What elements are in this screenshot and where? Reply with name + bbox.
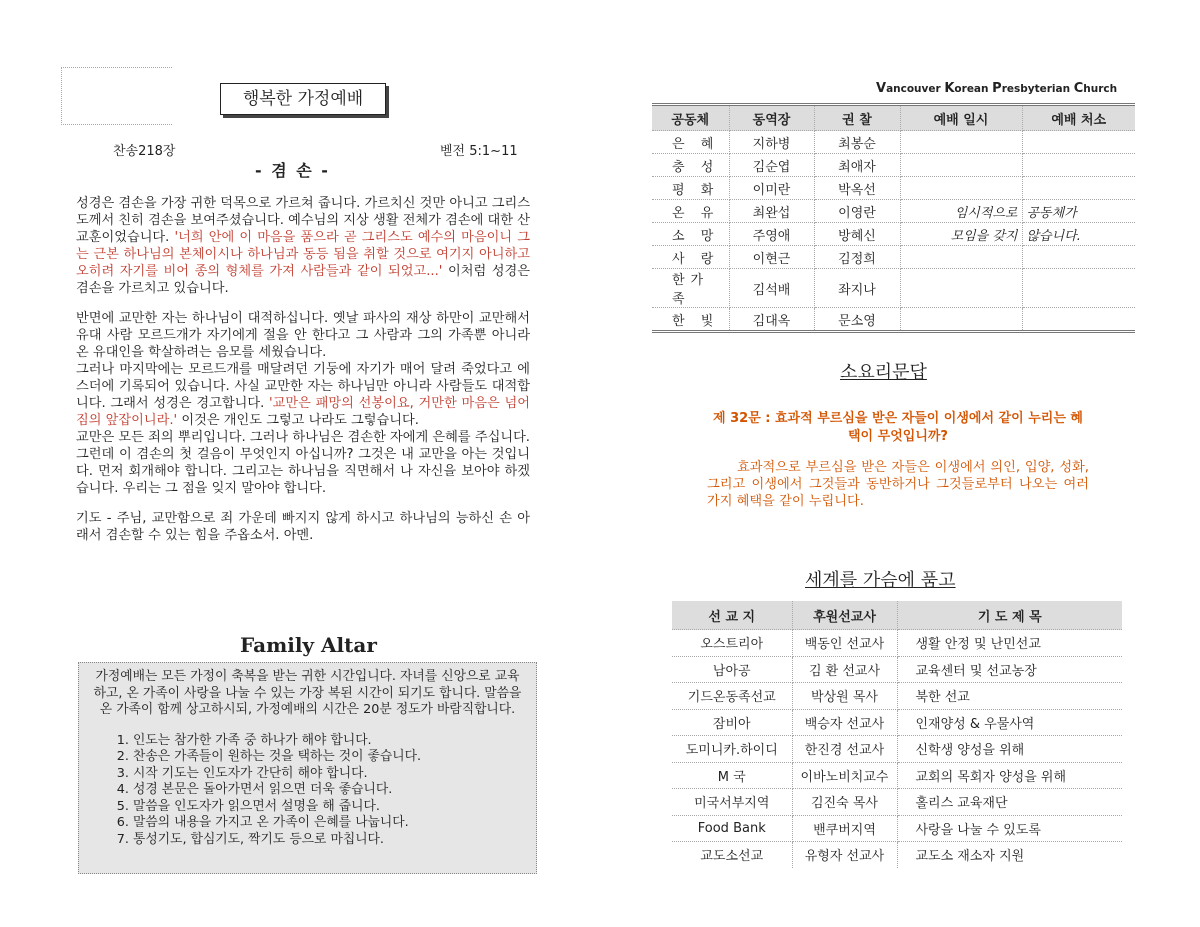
table-cell: 김정희: [814, 246, 900, 269]
paragraph-3: [76, 361, 530, 429]
table-cell: 백동인 선교사: [792, 630, 897, 657]
table-row: [672, 736, 1122, 763]
family-altar-intro: 가정예배는 모든 가정이 축복을 받는 귀한 시간입니다. 자녀를 신앙으로 교육 하고, 온 가족이 사랑을 나눌 수 있는 가장 복된 시간이 되기도 합니다. 말씀을 온 가족이 함께 상고하시되, 가정예배의 시간은 20분 정도가 바람직합니다.: [93, 669, 522, 717]
paragraph-2: 반면에 교만한 자는 하나님이 대적하십니다. 옛날 파사의 재상 하만이 교만해서 유대 사람 모르드개가 자기에게 절을 안 한다고 그 사람과 그의 가족뿐 아니라 온 유대인을 학살하려는 음모를 세웠습니다.: [76, 311, 530, 360]
table-row: [672, 709, 1122, 736]
p1-quote: '너희 안에 이 마음을 품으라 곧 그리스도 예수의 마음이니 그는 근본 하나님의 본체이시나 하나님과 동등 됨을 취할 것으로 여기지 아니하고 오히려 자기를 비어 종의 형체를 가져 사람들과 같이 되었고...': [76, 230, 530, 279]
table-cell: 교도소 재소자 지원: [915, 849, 1025, 865]
col-header: 공동체: [652, 105, 729, 131]
table-row: [672, 789, 1122, 816]
table-cell: 미국서부지역: [672, 789, 792, 816]
table-cell: 평 화: [652, 177, 729, 200]
table-cell: [1022, 131, 1135, 154]
table-cell: [1022, 308, 1135, 332]
table-cell: 최애자: [814, 154, 900, 177]
family-altar-title: Family Altar: [240, 633, 377, 657]
table-row: [652, 223, 1135, 246]
sermon-subtitle: - 겸 손 -: [255, 161, 330, 180]
table-cell: [900, 177, 1022, 200]
list-item: 1. 인도는 참가한 가족 중 하나가 해야 합니다.: [133, 733, 522, 750]
scripture-reference: 벧전 5:1~11: [440, 144, 518, 159]
mission-title: 세계를 가슴에 품고: [805, 570, 956, 591]
list-item: 5. 말씀을 인도자가 읽으면서 설명을 해 줍니다.: [133, 799, 522, 816]
table-cell: 북한 선교: [897, 683, 1122, 710]
table-cell: 은 혜: [652, 131, 729, 154]
catechism-title: 소요리문답: [840, 362, 927, 383]
list-item: 3. 시작 기도는 인도자가 간단히 해야 합니다.: [133, 766, 522, 783]
table-row: [652, 246, 1135, 269]
table-row: [652, 154, 1135, 177]
community-table: [652, 103, 1135, 333]
table-cell: 최완섭: [729, 200, 814, 223]
table-cell: 교회의 목회자 양성을 위해: [897, 762, 1122, 789]
table-cell: 최봉순: [814, 131, 900, 154]
table-cell: 밴쿠버지역: [792, 815, 897, 842]
table-cell: 한진경 선교사: [792, 736, 897, 763]
table-cell: 소 망: [652, 223, 729, 246]
table-cell: 신학생 양성을 위해: [897, 736, 1122, 763]
col-header: 예배 일시: [900, 105, 1022, 131]
list-item: 7. 통성기도, 합심기도, 짝기도 등으로 마칩니다.: [133, 832, 522, 849]
p3-quote: '교만은 패망의 선봉이요, 거만한 마음은 넘어짐의 앞잡이니라.': [76, 396, 530, 428]
table-cell: 모임을 갖지: [900, 223, 1022, 246]
table-cell: [900, 246, 1022, 269]
catechism-question: 제 32문 : 효과적 부르심을 받은 자들이 이생에서 같이 누리는 혜택이 무엇입니까?: [713, 411, 1083, 444]
table-cell: 사 랑: [652, 246, 729, 269]
p1-text-end: 이처럼 성경은 겸손을 가르치고 있습니다.: [76, 264, 530, 296]
table-cell: 이현근: [729, 246, 814, 269]
list-item: 2. 찬송은 가족들이 원하는 것을 택하는 것이 좋습니다.: [133, 749, 522, 766]
table-cell: 한 빛: [652, 308, 729, 332]
table-cell: Food Bank: [672, 815, 792, 842]
table-cell: 온 유: [652, 200, 729, 223]
table-cell: 좌지나: [814, 269, 900, 308]
table-cell: 교도소선교: [672, 842, 792, 868]
table-cell: [900, 131, 1022, 154]
table-header-row: [652, 105, 1135, 131]
table-cell: 사랑을 나눌 수 있도록: [897, 815, 1122, 842]
table-cell: 백승자 선교사: [792, 709, 897, 736]
table-cell: 김순엽: [729, 154, 814, 177]
table-cell: [1022, 154, 1135, 177]
table-cell: 문소영: [814, 308, 900, 332]
table-cell: 김대옥: [729, 308, 814, 332]
col-header: 예배 처소: [1022, 105, 1135, 131]
table-cell: 생활 안정 및 난민선교: [897, 630, 1122, 657]
table-cell: [1022, 269, 1135, 308]
table-cell: 교육센터 및 선교농장: [897, 656, 1122, 683]
table-cell: 인재양성 & 우물사역: [897, 709, 1122, 736]
table-cell: [1022, 177, 1135, 200]
p3-text-end: 이것은 개인도 그렇고 나라도 그렇습니다.: [181, 413, 419, 428]
table-cell: [1022, 246, 1135, 269]
col-header: 동역장: [729, 105, 814, 131]
table-cell: [900, 308, 1022, 332]
table-cell: 박상원 목사: [792, 683, 897, 710]
col-header: 권 찰: [814, 105, 900, 131]
table-cell: 김진숙 목사: [792, 789, 897, 816]
family-altar-list: [93, 733, 522, 849]
list-item: 4. 성경 본문은 돌아가면서 읽으면 더욱 좋습니다.: [133, 782, 522, 799]
table-cell: [900, 269, 1022, 308]
table-cell: 기드온동족선교: [672, 683, 792, 710]
list-item: 6. 말씀의 내용을 가지고 온 가족이 은혜를 나눕니다.: [133, 815, 522, 832]
table-cell: 임시적으로: [900, 200, 1022, 223]
table-row: [652, 200, 1135, 223]
table-cell: 이영란: [814, 200, 900, 223]
table-cell: 홀리스 교육재단: [897, 789, 1122, 816]
paragraph-1: [76, 195, 530, 297]
table-cell: 도미니카.하이디: [672, 736, 792, 763]
table-row: [672, 630, 1122, 657]
table-cell: 공동체가: [1022, 200, 1135, 223]
table-cell: 않습니다.: [1022, 223, 1135, 246]
table-cell: 잠비아: [672, 709, 792, 736]
table-cell: 김석배: [729, 269, 814, 308]
page-title: 행복한 가정예배: [220, 83, 386, 115]
table-row: [672, 762, 1122, 789]
table-row: [652, 269, 1135, 308]
prayer: 기도 - 주님, 교만함으로 죄 가운데 빠지지 않게 하시고 하나님의 능하신 손 아래서 겸손할 수 있는 힘을 주옵소서. 아멘.: [76, 511, 530, 543]
table-row: [672, 683, 1122, 710]
table-row: [652, 131, 1135, 154]
table-cell: 이미란: [729, 177, 814, 200]
table-row: [672, 656, 1122, 683]
sermon-body: [76, 195, 530, 557]
hymn-number: 찬송218장: [113, 144, 176, 159]
table-cell: 지하병: [729, 131, 814, 154]
table-cell: M 국: [672, 762, 792, 789]
catechism-answer: 효과적으로 부르심을 받은 자들은 이생에서 의인, 입양, 성화, 그리고 이생에서 그것들과 동반하거나 그것들로부터 나오는 여러 가지 혜택을 같이 누립니다.: [707, 460, 1089, 509]
col-header: 기 도 제 목: [897, 601, 1122, 630]
placeholder-frame: [61, 67, 172, 125]
table-row: [652, 308, 1135, 332]
table-header-row: [672, 601, 1122, 630]
table-cell: 방혜신: [814, 223, 900, 246]
church-name: Vancouver Korean Presbyterian Church: [876, 81, 1118, 96]
col-header: 후원선교사: [792, 601, 897, 630]
table-cell: [900, 154, 1022, 177]
table-row: [672, 842, 1122, 868]
paragraph-4: 교만은 모든 죄의 뿌리입니다. 그러나 하나님은 겸손한 자에게 은혜를 주십니다. 그런데 이 겸손의 첫 걸음이 무엇인지 아십니까? 그것은 내 교만을 아는 것입니다. 먼저 회개해야 합니다. 그리고는 하나님을 직면해서 나 자신을 보아야 하겠습니다. 우리는 그 점을 잊지 말아야 합니다.: [76, 430, 530, 496]
table-cell: 충 성: [652, 154, 729, 177]
table-cell: 한가족: [652, 269, 729, 308]
table-row: [672, 815, 1122, 842]
p3-text: 그러나 마지막에는 모르드개를 매달려던 기둥에 자기가 매어 달려 죽었다고 에스더에 기록되어 있습니다. 사실 교만한 자는 하나님만 아니라 사람들도 대적합니다. 그래서 성경은 경고합니다.: [76, 362, 530, 411]
table-cell: 오스트리아: [672, 630, 792, 657]
table-cell: 남아공: [672, 656, 792, 683]
table-cell: 김 환 선교사: [792, 656, 897, 683]
table-cell: 이바노비치교수: [792, 762, 897, 789]
table-cell: 유형자 선교사: [792, 842, 897, 868]
col-header: 선 교 지: [672, 601, 792, 630]
table-cell: 주영애: [729, 223, 814, 246]
table-row: [652, 177, 1135, 200]
table-cell: 박옥선: [814, 177, 900, 200]
mission-table: [672, 601, 1122, 868]
p1-text: 성경은 겸손을 가장 귀한 덕목으로 가르쳐 줍니다. 가르치신 것만 아니고 그리스도께서 친히 겸손을 보여주셨습니다. 예수님의 지상 생활 전체가 겸손에 대한 산 교훈이었습니다.: [76, 196, 530, 245]
family-altar-box: [78, 662, 537, 874]
